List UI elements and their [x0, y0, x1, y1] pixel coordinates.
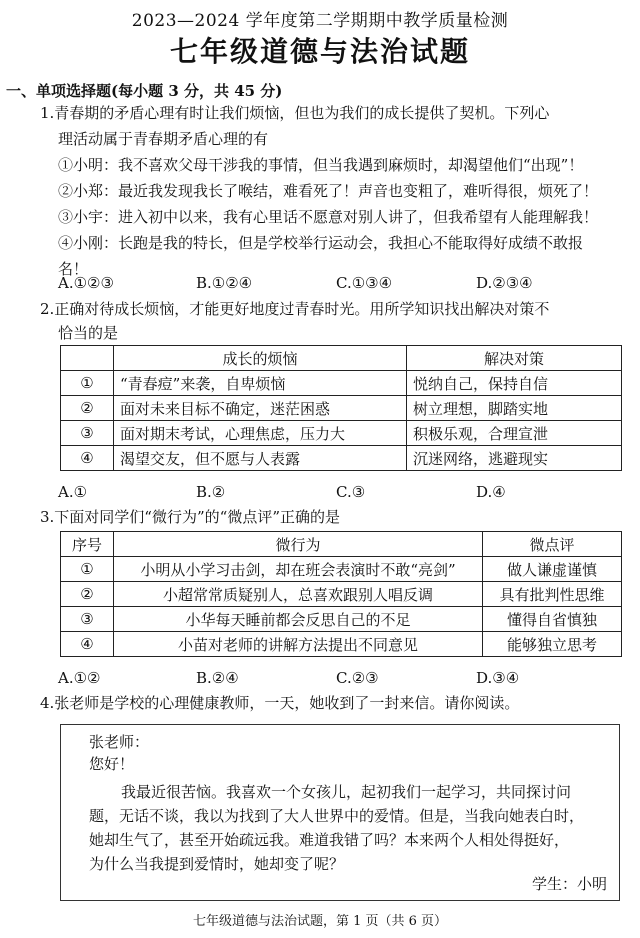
letter-line-1: 我最近很苦恼。我喜欢一个女孩儿，起初我们一起学习，共同探讨问	[121, 783, 572, 801]
exam-title: 七年级道德与法治试题	[169, 35, 470, 68]
q2-option-a[interactable]: A.①	[58, 483, 88, 501]
table-cell: 具有批判性思维	[483, 582, 622, 607]
q3-option-d[interactable]: D.③④	[476, 669, 520, 687]
letter-line-2: 题，无话不谈，我以为找到了大人世界中的爱情。但是，当我向她表白时，	[89, 807, 585, 825]
q1-statement-3: ③小宇：进入初中以来，我有心里话不愿意对别人讲了，但我希望有人能理解我！	[58, 208, 599, 226]
q1-option-d[interactable]: D.②③④	[476, 274, 533, 292]
table-row	[61, 557, 622, 582]
q1-statement-4-cont: 名！	[58, 260, 89, 278]
table-cell: 渴望交友，但不愿与人表露	[114, 446, 407, 471]
page-footer: 七年级道德与法治试题，第 1 页（共 6 页）	[192, 914, 448, 929]
table-header-cell: 解决对策	[407, 346, 622, 371]
table-header-cell: 成长的烦恼	[114, 346, 407, 371]
q3-option-a[interactable]: A.①②	[58, 669, 101, 687]
q2-option-c[interactable]: C.③	[336, 483, 366, 501]
table-cell: ④	[61, 632, 114, 657]
q1-statement-4: ④小刚：长跑是我的特长，但是学校举行运动会，我担心不能取得好成绩不敢报	[58, 234, 584, 252]
q2-option-d[interactable]: D.④	[476, 483, 506, 501]
q1-stem-line1: 1.青春期的矛盾心理有时让我们烦恼，但也为我们的成长提供了契机。下列心	[40, 104, 550, 122]
table-cell: 能够独立思考	[483, 632, 622, 657]
table-header-row	[61, 532, 622, 557]
table-header-cell: 微点评	[483, 532, 622, 557]
table-cell: 小苗对老师的讲解方法提出不同意见	[114, 632, 483, 657]
table-header-cell: 微行为	[114, 532, 483, 557]
table-header-cell	[61, 346, 114, 371]
table-cell: 树立理想，脚踏实地	[407, 396, 622, 421]
table-cell: ③	[61, 607, 114, 632]
table-cell: 做人谦虚谨慎	[483, 557, 622, 582]
table-cell: 面对未来目标不确定，迷茫困惑	[114, 396, 407, 421]
table-cell: ①	[61, 557, 114, 582]
table-row	[61, 632, 622, 657]
table-cell: ①	[61, 371, 114, 396]
q1-statement-1: ①小明：我不喜欢父母干涉我的事情，但当我遇到麻烦时，却渴望他们“出现”！	[58, 156, 584, 174]
letter-box	[60, 724, 620, 901]
letter-salutation: 张老师：	[89, 733, 150, 751]
table-cell: ③	[61, 421, 114, 446]
q3-option-b[interactable]: B.②④	[196, 669, 239, 687]
q3-options	[58, 665, 618, 691]
q1-option-b[interactable]: B.①②④	[196, 274, 253, 292]
q1-options	[58, 270, 618, 296]
table-header-row	[61, 346, 622, 371]
q1-option-c[interactable]: C.①③④	[336, 274, 393, 292]
table-header-cell: 序号	[61, 532, 114, 557]
table-cell: 沉迷网络，逃避现实	[407, 446, 622, 471]
table-cell: ②	[61, 396, 114, 421]
table-cell: 小超常常质疑别人，总喜欢跟别人唱反调	[114, 582, 483, 607]
q1-option-a[interactable]: A.①②③	[58, 274, 114, 292]
table-cell: 面对期末考试，心理焦虑，压力大	[114, 421, 407, 446]
q2-option-b[interactable]: B.②	[196, 483, 226, 501]
q3-table	[60, 531, 622, 657]
q3-stem: 3.下面对同学们“微行为”的“微点评”正确的是	[40, 508, 340, 526]
table-cell: 积极乐观，合理宣泄	[407, 421, 622, 446]
table-row	[61, 446, 622, 471]
table-cell: 悦纳自己，保持自信	[407, 371, 622, 396]
table-cell: 小明从小学习击剑，却在班会表演时不敢“亮剑”	[114, 557, 483, 582]
q2-stem-line1: 2.正确对待成长烦恼，才能更好地度过青春时光。用所学知识找出解决对策不	[40, 300, 550, 318]
table-row	[61, 607, 622, 632]
q1-stem-line2: 理活动属于青春期矛盾心理的有	[58, 130, 269, 148]
table-cell: ②	[61, 582, 114, 607]
q2-stem-line2: 恰当的是	[58, 324, 119, 342]
section-heading: 一、单项选择题(每小题 3 分，共 45 分)	[6, 82, 283, 100]
q1-statement-2: ②小郑：最近我发现我长了喉结，难看死了！声音也变粗了，难听得很，烦死了！	[58, 182, 599, 200]
table-row	[61, 421, 622, 446]
q4-stem: 4.张老师是学校的心理健康教师，一天，她收到了一封来信。请你阅读。	[40, 694, 520, 712]
letter-line-4: 为什么当我提到爱情时，她却变了呢？	[89, 855, 345, 873]
letter-greeting: 您好！	[89, 755, 135, 773]
letter-line-3: 她却生气了，甚至开始疏远我。难道我错了吗？本来两个人相处得挺好，	[89, 831, 570, 849]
table-cell: ④	[61, 446, 114, 471]
table-row	[61, 582, 622, 607]
table-row	[61, 396, 622, 421]
exam-header: 2023—2024 学年度第二学期期中教学质量检测	[131, 11, 509, 31]
table-row	[61, 371, 622, 396]
q2-table	[60, 345, 622, 471]
q2-options	[58, 479, 618, 505]
table-cell: “青春痘”来袭，自卑烦恼	[114, 371, 407, 396]
table-cell: 懂得自省慎独	[483, 607, 622, 632]
q3-option-c[interactable]: C.②③	[336, 669, 379, 687]
letter-signature: 学生：小明	[531, 875, 607, 893]
table-cell: 小华每天睡前都会反思自己的不足	[114, 607, 483, 632]
